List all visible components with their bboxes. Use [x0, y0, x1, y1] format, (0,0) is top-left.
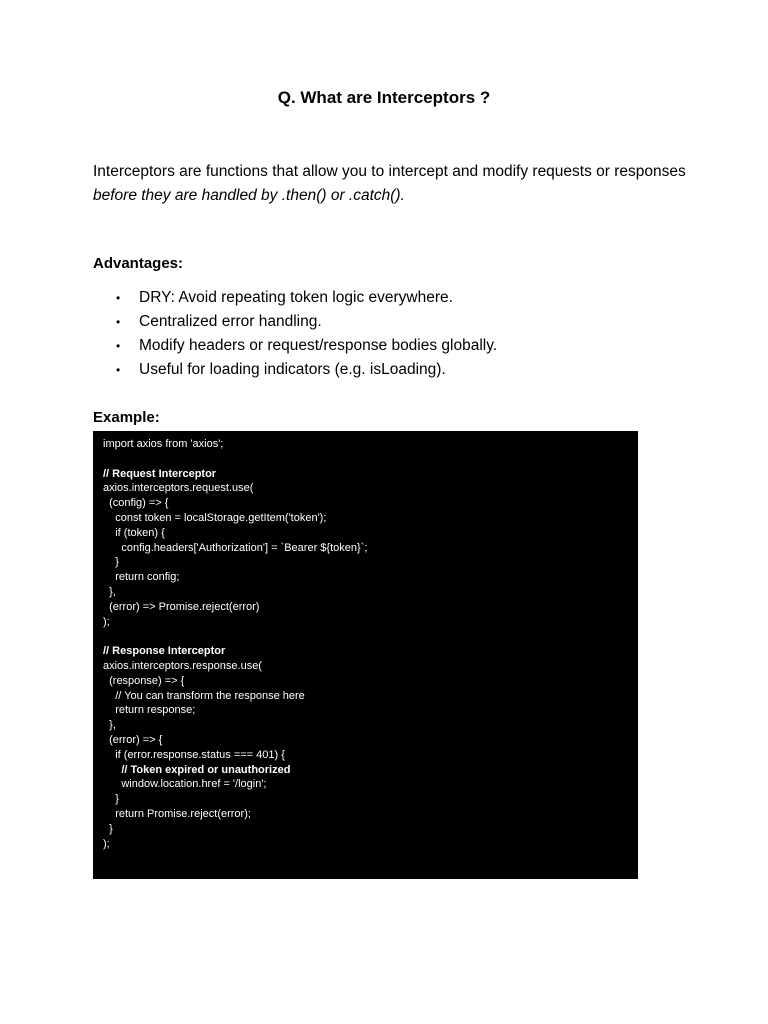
code-line: } [103, 556, 119, 569]
list-item-text: Modify headers or request/response bodies globally. [139, 337, 498, 354]
code-line: axios.interceptors.response.use( [103, 659, 262, 672]
code-line: return config; [103, 571, 180, 584]
code-line: if (error.response.status === 401) { [103, 748, 285, 761]
code-line [103, 452, 638, 467]
bullet-icon: • [116, 339, 121, 353]
code-line: if (token) { [103, 526, 165, 539]
list-item [93, 286, 497, 310]
list-item [93, 334, 497, 358]
list-item-text: Useful for loading indicators (e.g. isLoading). [139, 361, 446, 378]
example-heading: Example: [93, 409, 160, 426]
code-line: config.headers['Authorization'] = `Bearer ${token}`; [103, 541, 368, 554]
code-line: return response; [103, 704, 196, 717]
code-block [93, 431, 638, 879]
code-line: } [103, 793, 119, 806]
code-line: // Response Interceptor [103, 645, 226, 658]
list-item [93, 358, 497, 382]
bullet-icon: • [116, 363, 121, 377]
bullet-icon: • [116, 315, 121, 329]
intro-italic-text: before they are handled by .then() or .catch(). [93, 187, 405, 204]
code-line: axios.interceptors.request.use( [103, 482, 254, 495]
list-item-text: Centralized error handling. [139, 313, 322, 330]
code-line: (error) => Promise.reject(error) [103, 600, 260, 613]
code-line: }, [103, 719, 116, 732]
list-item [93, 310, 497, 334]
advantages-heading: Advantages: [93, 255, 184, 272]
code-line [103, 629, 638, 644]
intro-text: Interceptors are functions that allow you to intercept and modify requests or responses [93, 163, 686, 180]
code-line: (config) => { [103, 497, 169, 510]
code-line: (error) => { [103, 733, 163, 746]
code-line: }, [103, 585, 116, 598]
code-line: // Token expired or unauthorized [103, 763, 291, 776]
code-line: // You can transform the response here [103, 689, 305, 702]
page-title: Q. What are Interceptors ? [277, 88, 491, 107]
list-item-text: DRY: Avoid repeating token logic everywhere. [139, 289, 453, 306]
intro-paragraph [93, 160, 693, 208]
bullet-icon: • [116, 291, 121, 305]
code-line: ); [103, 615, 110, 628]
code-line: // Request Interceptor [103, 467, 217, 480]
code-line: const token = localStorage.getItem('token'); [103, 511, 327, 524]
advantages-list [93, 286, 497, 382]
code-line: (response) => { [103, 674, 185, 687]
code-line: import axios from 'axios'; [103, 438, 224, 450]
code-line: ); [103, 837, 110, 850]
code-line: return Promise.reject(error); [103, 807, 251, 820]
code-line: window.location.href = '/login'; [103, 778, 267, 791]
code-line: } [103, 822, 113, 835]
